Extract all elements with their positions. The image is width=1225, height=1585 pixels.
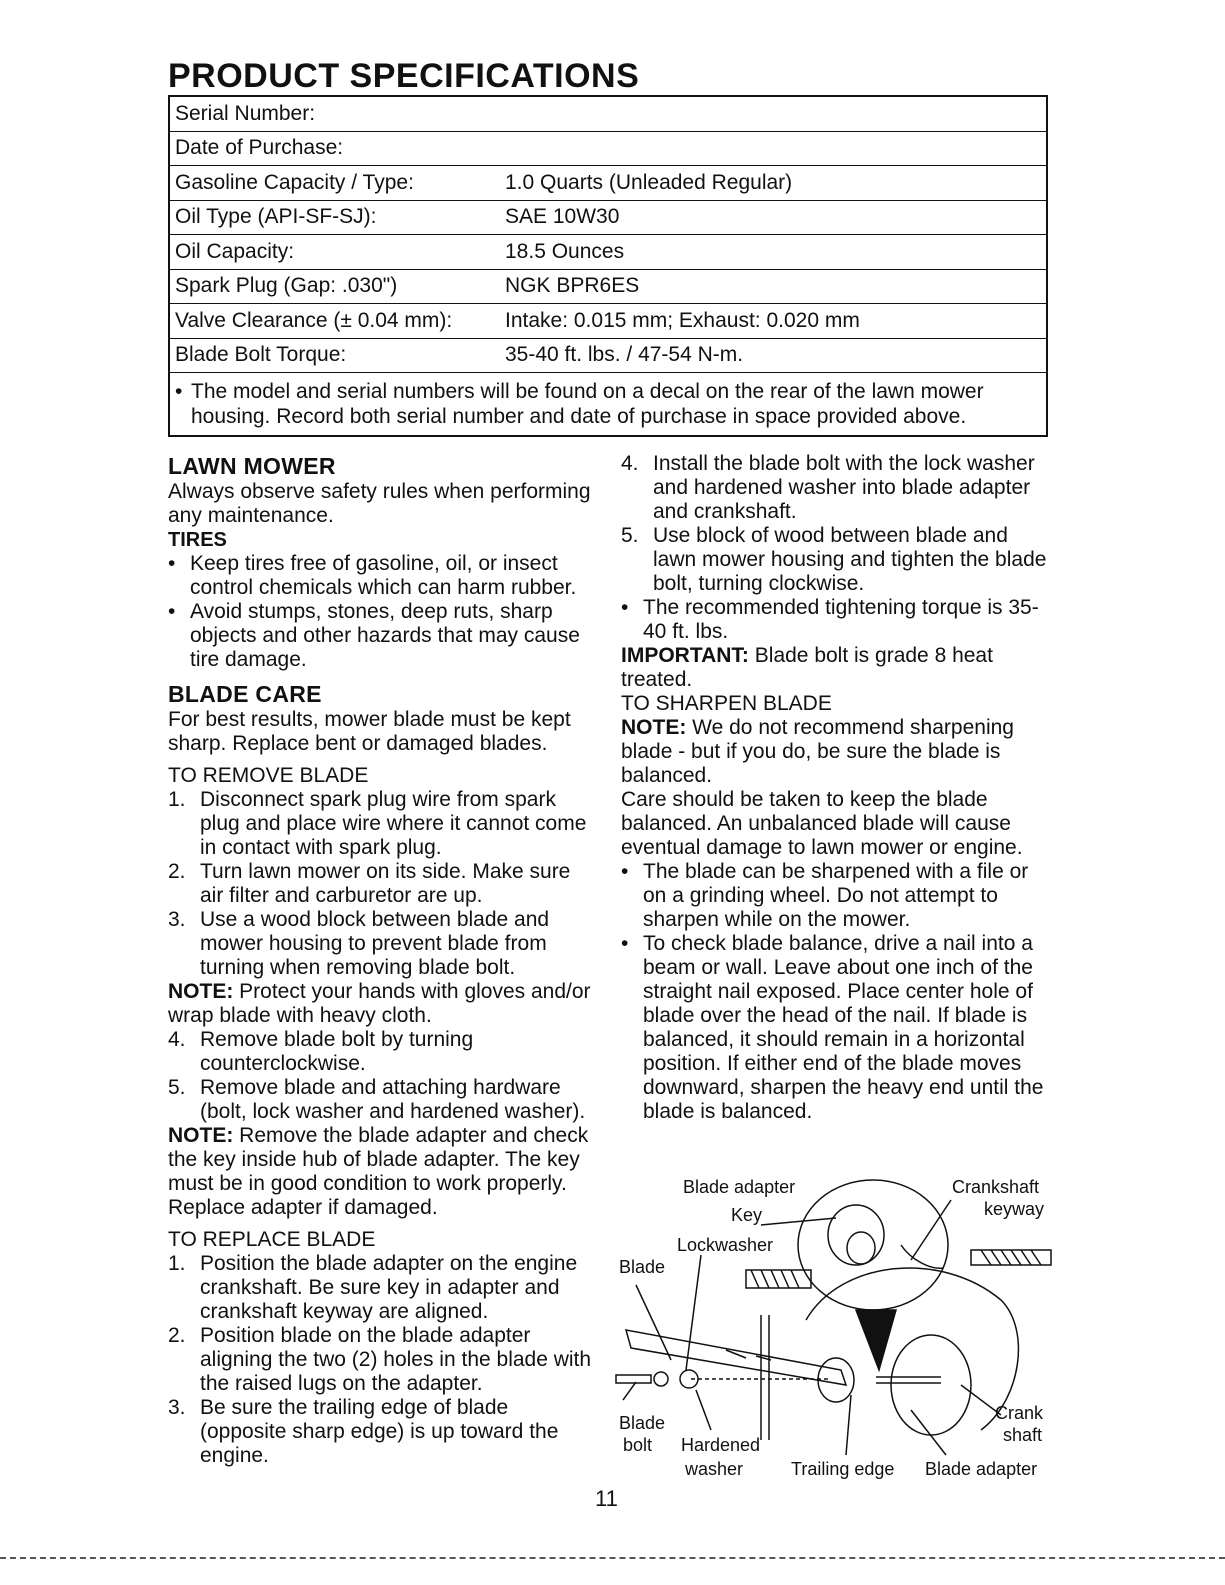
note-label: NOTE:	[168, 1124, 234, 1147]
subsection-heading: TIRES	[168, 529, 227, 551]
page-title: PRODUCT SPECIFICATIONS	[168, 57, 640, 95]
spec-value: 1.0 Quarts (Unleaded Regular)	[505, 170, 793, 194]
label-crank-1: Crank	[995, 1403, 1044, 1423]
bullet-icon: •	[168, 552, 176, 575]
spec-row	[170, 339, 1046, 374]
blade-leader	[636, 1285, 671, 1360]
spec-label: Oil Type (API-SF-SJ):	[175, 205, 377, 229]
list-item	[168, 600, 593, 672]
step-number: 4.	[168, 1028, 186, 1051]
label-key: Key	[731, 1205, 763, 1225]
page-number: 11	[595, 1486, 618, 1511]
list-item	[168, 552, 593, 600]
bolt-leader	[623, 1382, 636, 1400]
list-item	[168, 1252, 593, 1324]
list-item-text: The blade can be sharpened with a file or on a grinding wheel. Do not attempt to sharpen while on the mower.	[643, 860, 1029, 931]
housing-hatching	[981, 1250, 1041, 1265]
list-item-text: The recommended tightening torque is 35-40 ft. lbs.	[643, 596, 1039, 643]
pointer-cone	[856, 1310, 896, 1370]
spec-row	[170, 270, 1046, 305]
step-number: 2.	[168, 860, 186, 883]
left-column	[168, 452, 593, 1468]
label-blade-adapter-top: Blade adapter	[683, 1177, 796, 1197]
important-paragraph	[621, 644, 1051, 692]
spec-row	[170, 97, 1046, 132]
paragraph: Care should be taken to keep the blade balanced. An unbalanced blade will cause eventual damage to lawn mower or engine.	[621, 788, 1023, 859]
spec-label: Spark Plug (Gap: .030")	[175, 274, 398, 298]
hardened-washer	[680, 1370, 698, 1388]
note-paragraph	[168, 1124, 593, 1220]
spec-row	[170, 132, 1046, 167]
list-item	[168, 1396, 593, 1468]
step-number: 3.	[168, 1396, 186, 1419]
spec-label: Valve Clearance (± 0.04 mm):	[175, 308, 453, 332]
list-item	[621, 524, 1051, 596]
list-item-text: Use a wood block between blade and mower housing to prevent blade from turning when removing blade bolt.	[200, 908, 550, 979]
section-heading: BLADE CARE	[168, 681, 322, 707]
label-lockwasher: Lockwasher	[677, 1235, 774, 1255]
note-paragraph	[168, 980, 593, 1028]
section-heading: LAWN MOWER	[168, 453, 336, 479]
label-hardened-2: washer	[685, 1459, 744, 1479]
spec-label: Blade Bolt Torque:	[175, 343, 347, 367]
note-text: Protect your hands with gloves and/or wrap blade with heavy cloth.	[168, 980, 591, 1027]
lock-washer	[654, 1372, 668, 1386]
trailing-leader	[846, 1395, 851, 1455]
note-label: NOTE:	[168, 980, 234, 1003]
spec-table	[168, 95, 1048, 437]
spec-value: SAE 10W30	[505, 205, 620, 229]
list-item-text: Use block of wood between blade and lawn mower housing and tighten the blade bolt, turning clockwise.	[653, 524, 1047, 595]
list-item	[621, 932, 1051, 1124]
spec-note-text: The model and serial numbers will be found on a decal on the rear of the lawn mower housing. Record both serial number and date of purchase in space provided above.	[191, 380, 984, 428]
right-column	[621, 452, 1051, 1124]
bullet-icon: •	[621, 860, 629, 883]
list-item	[168, 1028, 593, 1076]
important-label: IMPORTANT:	[621, 644, 749, 667]
list-item-text: Be sure the trailing edge of blade (opposite sharp edge) is up toward the engine.	[200, 1396, 559, 1467]
subsection-heading: TO SHARPEN BLADE	[621, 692, 832, 715]
paragraph: For best results, mower blade must be kept sharp. Replace bent or damaged blades.	[168, 708, 571, 755]
housing-lines	[761, 1315, 769, 1440]
blade-bolt	[616, 1375, 651, 1383]
label-blade-adapter-bottom: Blade adapter	[925, 1459, 1038, 1479]
blade-adapter-part	[818, 1358, 854, 1402]
list-item	[168, 1324, 593, 1396]
label-crankshaft-keyway-1: Crankshaft	[952, 1177, 1040, 1197]
spec-label: Serial Number:	[175, 101, 316, 125]
detail-circle	[798, 1180, 948, 1310]
paragraph: Always observe safety rules when performing any maintenance.	[168, 480, 591, 527]
note-text: Remove the blade adapter and check the key inside hub of blade adapter. The key must be in good condition to work properly. Replace adapter if damaged.	[168, 1124, 589, 1219]
list-item-text: Keep tires free of gasoline, oil, or insect control chemicals which can harm rubber.	[190, 552, 577, 599]
label-blade-bolt-2: bolt	[623, 1435, 653, 1455]
hardened-leader	[696, 1390, 711, 1430]
spec-label: Oil Capacity:	[175, 239, 295, 263]
spec-row	[170, 201, 1046, 236]
adapter-hatching	[751, 1270, 799, 1288]
step-number: 5.	[168, 1076, 186, 1099]
key-leader	[761, 1218, 836, 1225]
bullet-icon: •	[175, 380, 183, 403]
adapter-hole	[847, 1232, 875, 1264]
list-item-text: Disconnect spark plug wire from spark plug and place wire where it cannot come in contact with spark plug.	[200, 788, 587, 859]
list-item	[621, 860, 1051, 932]
list-item-text: Position the blade adapter on the engine crankshaft. Be sure key in adapter and crankshaft keyway are aligned.	[200, 1252, 578, 1323]
step-number: 1.	[168, 788, 186, 811]
label-trailing-edge: Trailing edge	[791, 1459, 895, 1479]
spec-value: 35-40 ft. lbs. / 47-54 N-m.	[505, 343, 744, 367]
adapter-bottom-leader	[911, 1410, 946, 1455]
adapter-hub	[828, 1205, 884, 1265]
spec-label: Gasoline Capacity / Type:	[175, 170, 414, 194]
label-crank-2: shaft	[1003, 1425, 1043, 1445]
spec-row	[170, 235, 1046, 270]
label-crankshaft-keyway-2: keyway	[984, 1199, 1045, 1219]
spec-row	[170, 166, 1046, 201]
spec-label: Date of Purchase:	[175, 136, 344, 160]
step-number: 3.	[168, 908, 186, 931]
subsection-heading: TO REPLACE BLADE	[168, 1228, 376, 1251]
crankshaft-detail	[901, 1245, 943, 1268]
list-item	[168, 908, 593, 980]
housing-outline	[806, 1268, 1018, 1430]
list-item	[168, 860, 593, 908]
page-bottom-rule	[0, 1557, 1225, 1559]
crankshaft-face	[891, 1335, 971, 1435]
list-item	[621, 596, 1051, 644]
keyway-leader	[911, 1200, 951, 1260]
list-item-text: To check blade balance, drive a nail into a beam or wall. Leave about one inch of the straight nail exposed. Place center hole of blade over the head of the nail. If blade is balanced, it should remain in a horizontal position. If either end of the blade moves downward, sharpen the heavy end until the blade is balanced.	[643, 932, 1044, 1123]
list-item	[168, 1076, 593, 1124]
list-item-text: Avoid stumps, stones, deep ruts, sharp objects and other hazards that may cause tire damage.	[190, 600, 580, 671]
step-number: 4.	[621, 452, 639, 475]
list-item-text: Remove blade and attaching hardware (bolt, lock washer and hardened washer).	[200, 1076, 586, 1123]
list-item-text: Position blade on the blade adapter aligning the two (2) holes in the blade with the raised lugs on the adapter.	[200, 1324, 592, 1395]
step-number: 2.	[168, 1324, 186, 1347]
label-blade: Blade	[619, 1257, 666, 1277]
note-paragraph	[621, 716, 1051, 788]
subsection-heading: TO REMOVE BLADE	[168, 764, 369, 787]
list-item-text: Install the blade bolt with the lock washer and hardened washer into blade adapter and crankshaft.	[653, 452, 1035, 523]
spec-value: 18.5 Ounces	[505, 239, 625, 263]
spec-value: NGK BPR6ES	[505, 274, 640, 298]
blade-assembly-diagram	[611, 1170, 1056, 1485]
label-hardened-1: Hardened	[681, 1435, 761, 1455]
bullet-icon: •	[621, 932, 629, 955]
step-number: 1.	[168, 1252, 186, 1275]
mower-blade	[626, 1330, 846, 1385]
important-text: Blade bolt is grade 8 heat treated.	[621, 644, 993, 691]
spec-row	[170, 304, 1046, 339]
spec-value: Intake: 0.015 mm; Exhaust: 0.020 mm	[505, 308, 860, 332]
lockwasher-leader	[686, 1255, 701, 1370]
bullet-icon: •	[621, 596, 629, 619]
list-item-text: Remove blade bolt by turning counterclockwise.	[200, 1028, 474, 1075]
note-text: We do not recommend sharpening blade - but if you do, be sure the blade is balanced.	[621, 716, 1014, 787]
note-label: NOTE:	[621, 716, 687, 739]
step-number: 5.	[621, 524, 639, 547]
crankshaft-shaft	[876, 1377, 941, 1383]
list-item	[621, 452, 1051, 524]
list-item	[168, 788, 593, 860]
bullet-icon: •	[168, 600, 176, 623]
spec-note	[170, 373, 1046, 435]
list-item-text: Turn lawn mower on its side. Make sure air filter and carburetor are up.	[200, 860, 571, 907]
label-blade-bolt-1: Blade	[619, 1413, 666, 1433]
